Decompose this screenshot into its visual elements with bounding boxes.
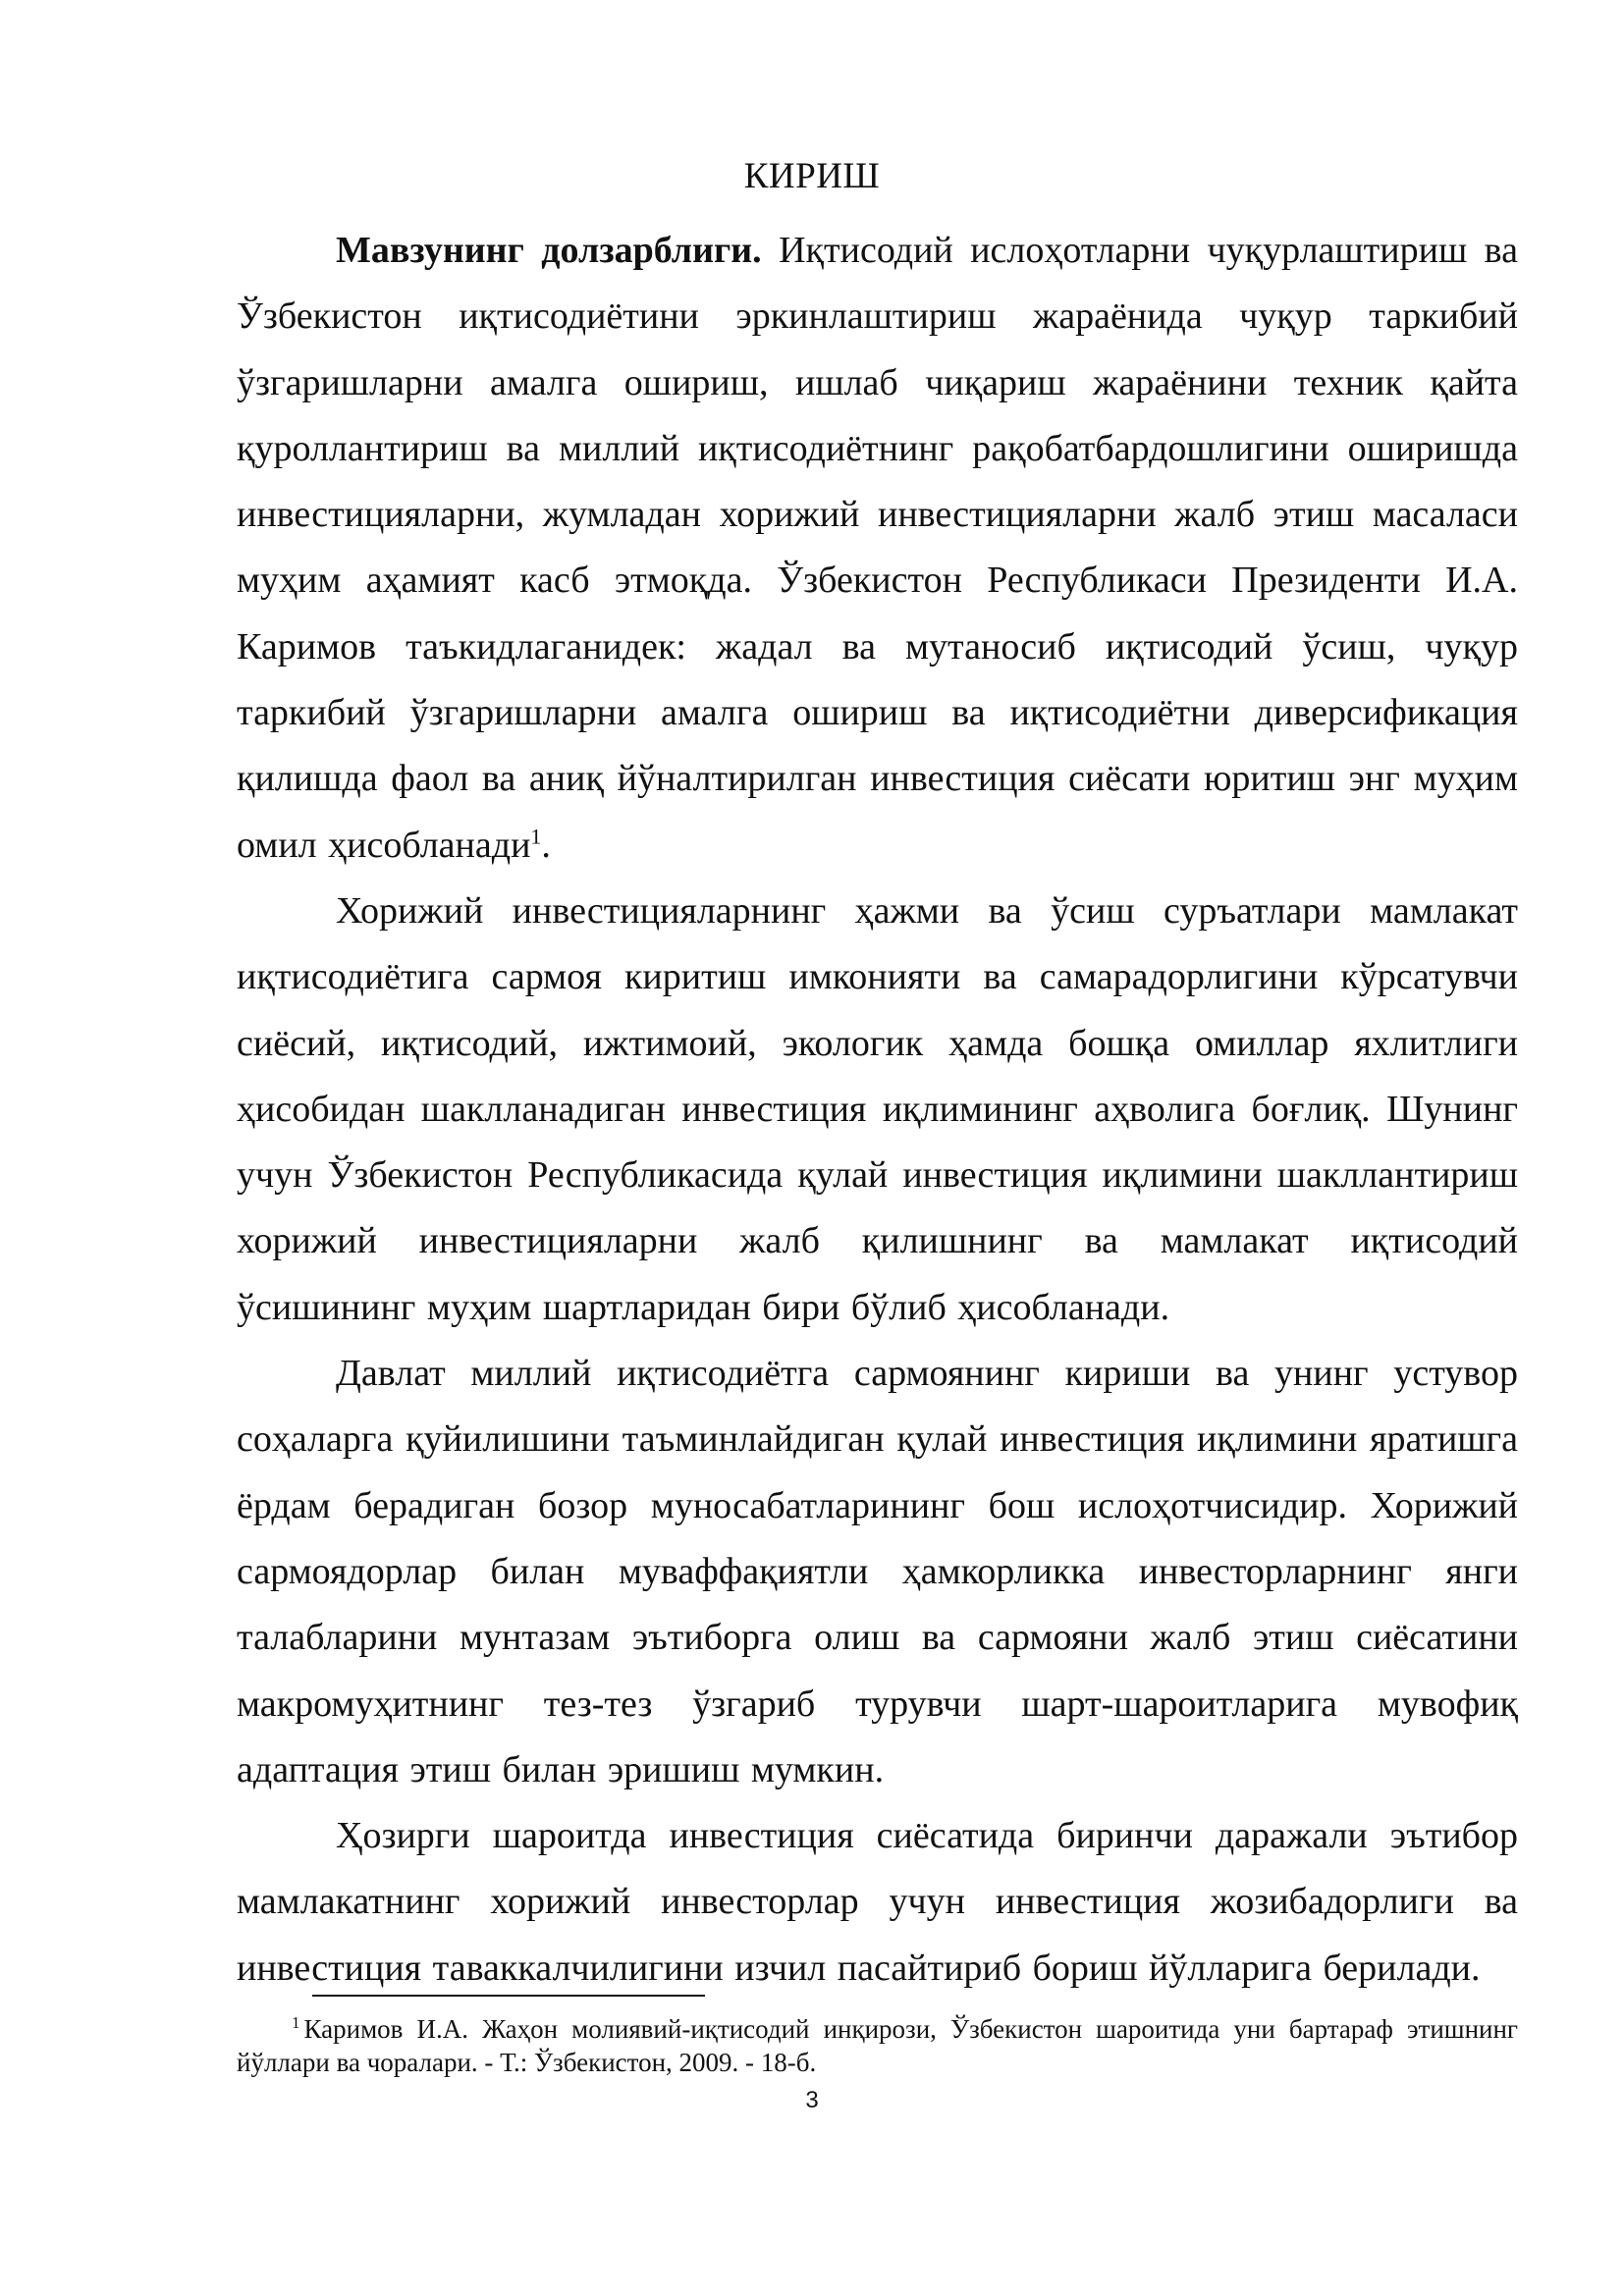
footnote-separator bbox=[312, 1995, 705, 1997]
page-number: 3 bbox=[805, 2087, 819, 2113]
footnote-reference[interactable]: 1 bbox=[530, 824, 542, 849]
paragraph-foreign-investment: Хорижий инвестицияларнинг ҳажми ва ўсиш суръатлари мамлакат иқтисодиётига сармоя киритиш имконияти ва самарадорлигини кўрсатувчи сиёсий, иқтисодий, ижтимоий, экологик ҳамда бошқа омиллар яхлитлиги ҳисобидан шаклланадиган инвестиция иқлимининг аҳволига боғлиқ. Шунинг учун Ўзбекистон Республикасида қулай инвестиция иқлимини шакллантириш хорижий инвестицияларни жалб қилишнинг ва мамлакат иқтисодий ўсишининг муҳим шартларидан бири бўлиб ҳисобланади. bbox=[237, 889, 1518, 1328]
footnote bbox=[237, 2012, 1518, 2079]
footnote-text: Каримов И.А. Жаҳон молиявий-иқтисодий инқирози, Ўзбекистон шароитида уни бартараф этишнинг йўллари ва чоралари. - Т.: Ўзбекистон, 2009. - 18-б. bbox=[237, 2014, 1518, 2077]
body-text bbox=[237, 218, 1518, 2002]
page-heading: КИРИШ bbox=[743, 156, 881, 196]
footnote-number: 1 bbox=[292, 2013, 300, 2032]
paragraph-text: Иқтисодий ислоҳотларни чуқурлаштириш ва Ўзбекистон иқтисодиётини эркинлаштириш жараёнида чуқур таркибий ўзгаришларни амалга ошириш, ишлаб чиқариш жараёнини техник қайта қуроллантириш ва миллий иқтисодиётнинг рақобатбардошлигини оширишда инвестицияларни, жумладан хорижий инвестицияларни жалб этиш масаласи муҳим аҳамият касб этмоқда. Ўзбекистон Республикаси Президенти И.А. Каримов таъкидлаганидек: жадал ва мутаносиб иқтисодий ўсиш, чуқур таркибий ўзгаришларни амалга ошириш ва иқтисодиётни диверсификация қилишда фаол ва аниқ йўналтирилган инвестиция сиёсати юритиш энг муҳим омил ҳисобланади bbox=[237, 230, 1518, 866]
paragraph-state-role: Давлат миллий иқтисодиётга сармоянинг кириши ва унинг устувор соҳаларга қуйилишини таъминлайдиган қулай инвестиция иқлимини яратишга ёрдам берадиган бозор муносабатларининг бош ислоҳотчисидир. Хорижий сармоядорлар билан муваффақиятли ҳамкорликка инвесторларнинг янги талабларини мунтазам эътиборга олиш ва сармояни жалб этиш сиёсатини макромуҳитнинг тез-тез ўзгариб турувчи шарт-шароитларига мувофиқ адаптация этиш билан эришиш мумкин. bbox=[237, 1353, 1518, 1790]
paragraph-relevance bbox=[237, 218, 1518, 879]
paragraph-lead: Мавзунинг долзарблиги. bbox=[336, 230, 762, 271]
paragraph-current-conditions: Ҳозирги шароитда инвестиция сиёсатида биринчи даражали эътибор мамлакатнинг хорижий инвесторлар учун инвестиция жозибадорлиги ва инвестиция таваккалчилигини изчил пасайтириб бориш йўлларига берилади. bbox=[237, 1815, 1518, 1989]
paragraph-tail: . bbox=[541, 824, 551, 866]
